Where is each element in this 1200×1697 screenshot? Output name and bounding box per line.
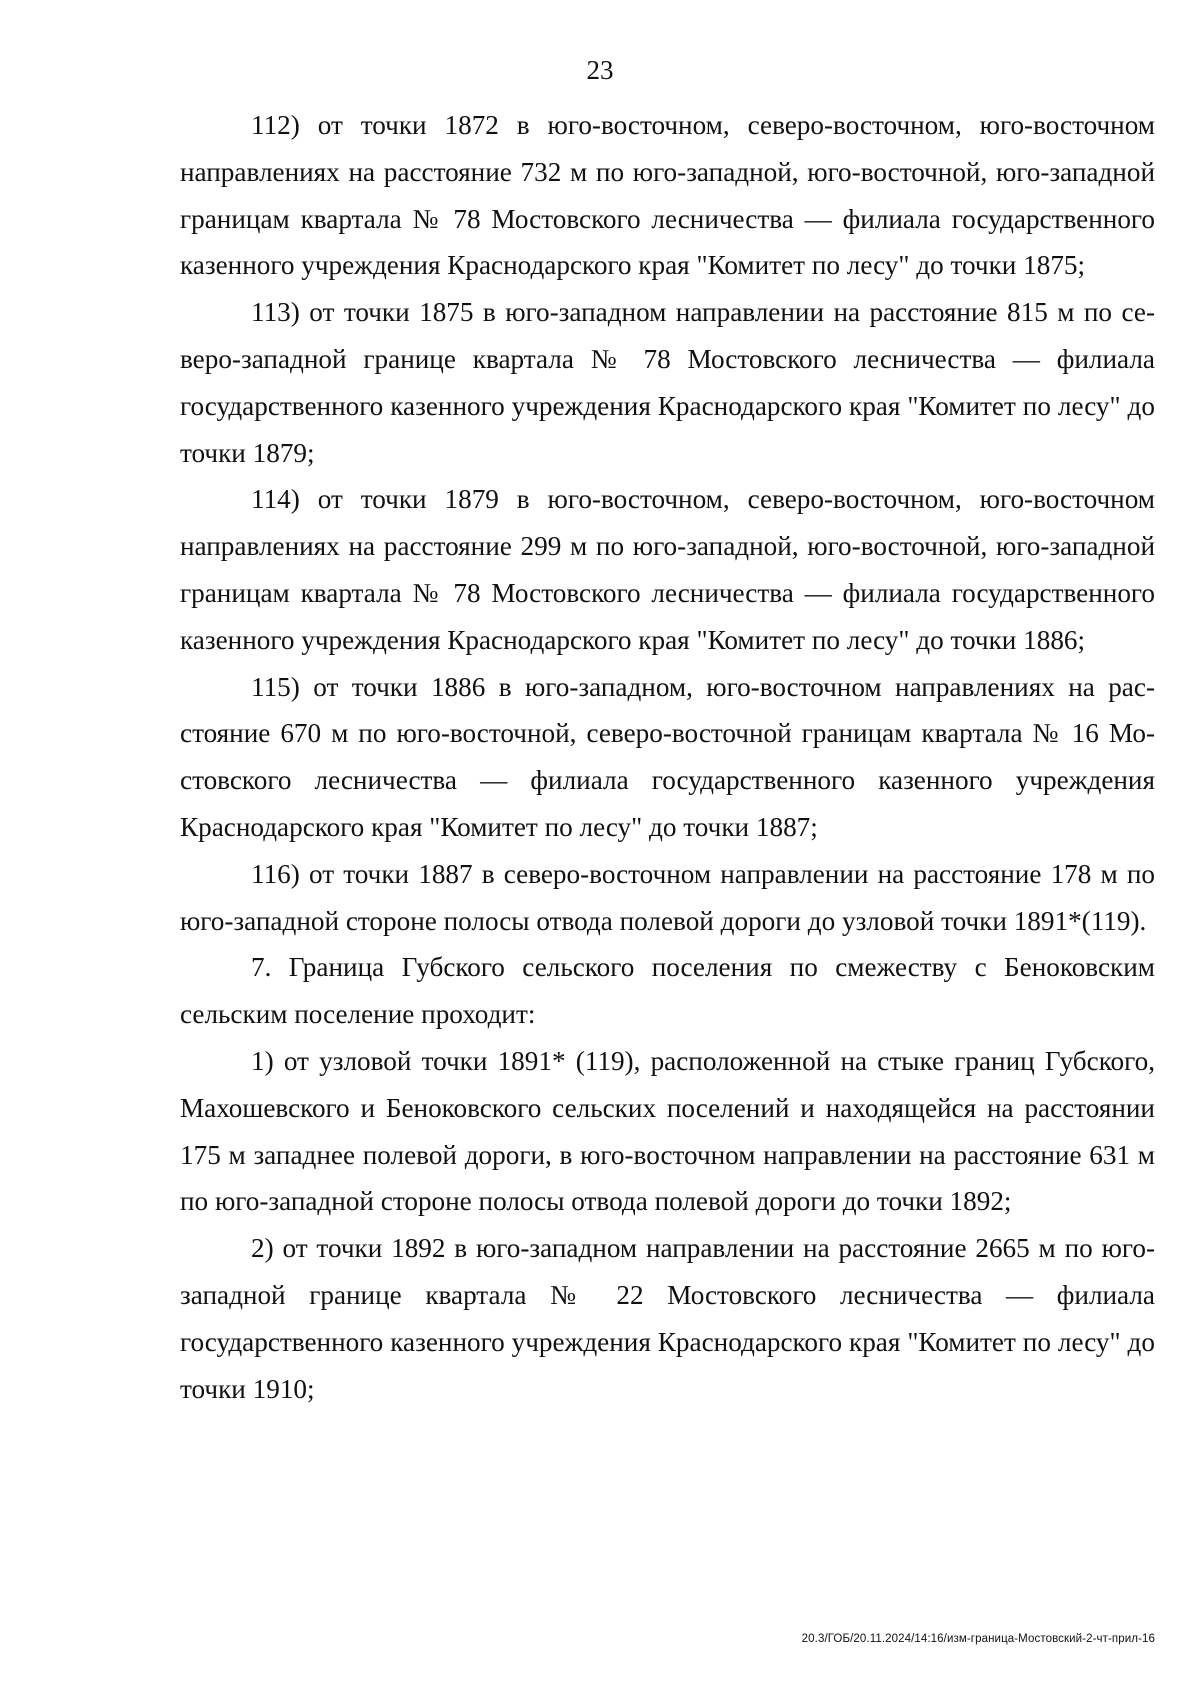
paragraph-114: 114) от точки 1879 в юго-восточном, северо-восточном, юго-восточном направлениях на расстояние 299 м по юго-западной, юго-восточной, юго-западной границам квартала № 78 Мостовского лесничества — филиала государственного казенного учреждения Краснодарского края "Комитет по лесу" до точки 1886;	[180, 484, 1155, 655]
document-body	[180, 102, 1155, 1412]
paragraph-115: 115) от точки 1886 в юго-западном, юго-восточном направлениях на расстояние 670 м по юго-восточной, северо-восточной границам квартала № 16 Мостовского лесничества — филиала государственного казенного учреждения Краснодарского края "Комитет по лесу" до точки 1887;	[180, 671, 1155, 842]
paragraph-116: 116) от точки 1887 в северо-восточном направлении на расстояние 178 м по юго-западной стороне полосы отвода полевой дороги до узловой точки 1891*(119).	[180, 858, 1155, 936]
paragraph-112: 112) от точки 1872 в юго-восточном, северо-восточном, юго-восточном направлениях на расстояние 732 м по юго-западной, юго-восточной, юго-западной границам квартала № 78 Мостовского лесничества — филиала государственного казенного учреждения Краснодарского края "Комитет по лесу" до точки 1875;	[180, 110, 1155, 281]
document-footer-code: 20.3/ГОБ/20.11.2024/14:16/изм-граница-Мостовский-2-чт-прил-16	[801, 1633, 1155, 1645]
page-number: 23	[586, 55, 614, 85]
paragraph-113: 113) от точки 1875 в юго-западном направлении на расстояние 815 м по северо-западной границе квартала № 78 Мостовского лесничества — филиала государственного казенного учреждения Краснодарского края "Комитет по лесу" до точки 1879;	[180, 297, 1155, 468]
section-7-heading-paragraph: 7. Граница Губского сельского поселения по смежеству с Беноковским сельским поселение проходит:	[180, 952, 1155, 1030]
paragraph-7-1: 1) от узловой точки 1891* (119), расположенной на стыке границ Губского, Махошевского и Беноковского сельских поселений и находящейся на расстоянии 175 м западнее полевой дороги, в юго-восточном направлении на расстояние 631 м по юго-западной стороне полосы отвода полевой дороги до точки 1892;	[180, 1045, 1155, 1217]
paragraph-7-2: 2) от точки 1892 в юго-западном направлении на расстояние 2665 м по юго-западной границе квартала № 22 Мостовского лесничества — филиала государственного казенного учреждения Краснодарского края "Комитет по лесу" до точки 1910;	[180, 1233, 1155, 1404]
